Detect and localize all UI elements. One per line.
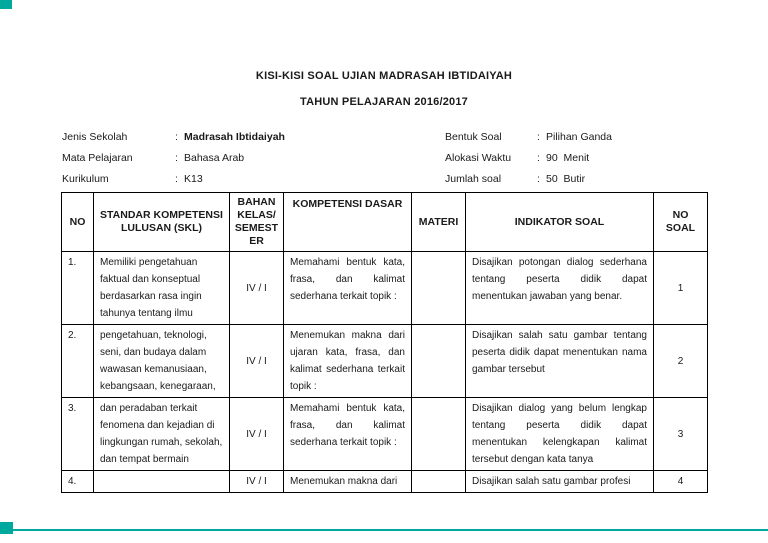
- cell-skl: dan peradaban terkait fenomena dan kejadian di lingkungan rumah, sekolah, dan tempat bermain: [94, 398, 230, 471]
- header-no: NO: [62, 193, 94, 252]
- header-materi: MATERI: [412, 193, 466, 252]
- table-row: [62, 252, 708, 325]
- cell-skl: [94, 471, 230, 493]
- meta-value: Madrasah Ibtidaiyah: [184, 131, 285, 143]
- meta-colon: :: [537, 152, 540, 164]
- meta-left-column: [62, 127, 285, 190]
- table-row: [62, 325, 708, 398]
- header-kompetensi-dasar: KOMPETENSI DASAR: [284, 193, 412, 252]
- cell-no: 4.: [62, 471, 94, 493]
- cell-bahan: IV / I: [230, 252, 284, 325]
- header-indikator-soal: INDIKATOR SOAL: [466, 193, 654, 252]
- cell-no-soal: 1: [654, 252, 708, 325]
- table-header-row: [62, 193, 708, 252]
- meta-colon: :: [175, 131, 178, 143]
- cell-materi: [412, 252, 466, 325]
- meta-value: Bahasa Arab: [184, 152, 245, 164]
- page-bottom-accent-line: [0, 529, 768, 531]
- cell-bahan: IV / I: [230, 325, 284, 398]
- meta-value: K13: [184, 173, 203, 185]
- page-bottom-accent-square: [0, 522, 13, 534]
- cell-no: 2.: [62, 325, 94, 398]
- cell-bahan: IV / I: [230, 471, 284, 493]
- table-row: [62, 471, 708, 493]
- meta-value: 50 Butir: [546, 173, 586, 185]
- cell-kompetensi-dasar: Menemukan makna dari ujaran kata, frasa, dan kalimat sederhana terkait topik :: [284, 325, 412, 398]
- cell-materi: [412, 398, 466, 471]
- meta-label: Jumlah soal: [445, 173, 502, 185]
- meta-colon: :: [175, 173, 178, 185]
- cell-skl: pengetahuan, teknologi, seni, dan budaya dalam wawasan kemanusiaan, kebangsaan, kenegaraan,: [94, 325, 230, 398]
- cell-no: 1.: [62, 252, 94, 325]
- meta-kurikulum: [62, 169, 285, 190]
- meta-label: Bentuk Soal: [445, 131, 502, 143]
- document-title: KISI-KISI SOAL UJIAN MADRASAH IBTIDAIYAH: [255, 70, 513, 82]
- cell-indikator: Disajikan potongan dialog sederhana tentang peserta didik dapat menentukan jawaban yang benar.: [466, 252, 654, 325]
- meta-value: 90 Menit: [546, 152, 590, 164]
- page-top-accent-square: [0, 0, 12, 9]
- cell-indikator: Disajikan salah satu gambar tentang peserta didik dapat menentukan nama gambar tersebut: [466, 325, 654, 398]
- header-skl: STANDAR KOMPETENSI LULUSAN (SKL): [94, 193, 230, 252]
- cell-kompetensi-dasar: Memahami bentuk kata, frasa, dan kalimat sederhana terkait topik :: [284, 252, 412, 325]
- meta-label: Jenis Sekolah: [62, 131, 128, 143]
- meta-bentuk-soal: [445, 127, 612, 148]
- header-no-soal: NO SOAL: [654, 193, 708, 252]
- meta-colon: :: [175, 152, 178, 164]
- meta-jumlah-soal: [445, 169, 612, 190]
- cell-no-soal: 2: [654, 325, 708, 398]
- header-bahan-kelas: BAHAN KELAS/ SEMEST ER: [230, 193, 284, 252]
- cell-kompetensi-dasar: Menemukan makna dari: [284, 471, 412, 493]
- cell-no-soal: 3: [654, 398, 708, 471]
- cell-indikator: Disajikan dialog yang belum lengkap tentang peserta didik dapat menentukan kelengkapan kalimat tersebut dengan kata tanya: [466, 398, 654, 471]
- meta-colon: :: [537, 131, 540, 143]
- cell-indikator: Disajikan salah satu gambar profesi: [466, 471, 654, 493]
- cell-skl: Memiliki pengetahuan faktual dan konseptual berdasarkan rasa ingin tahunya tentang ilmu: [94, 252, 230, 325]
- kisi-kisi-table: [61, 192, 708, 493]
- cell-no: 3.: [62, 398, 94, 471]
- cell-bahan: IV / I: [230, 398, 284, 471]
- meta-alokasi-waktu: [445, 148, 612, 169]
- cell-kompetensi-dasar: Memahami bentuk kata, frasa, dan kalimat sederhana terkait topik :: [284, 398, 412, 471]
- cell-no-soal: 4: [654, 471, 708, 493]
- meta-label: Mata Pelajaran: [62, 152, 133, 164]
- meta-value: Pilihan Ganda: [546, 131, 612, 143]
- meta-label: Kurikulum: [62, 173, 109, 185]
- cell-materi: [412, 325, 466, 398]
- meta-right-column: [445, 127, 612, 190]
- meta-label: Alokasi Waktu: [445, 152, 512, 164]
- document-subtitle: TAHUN PELAJARAN 2016/2017: [299, 96, 469, 108]
- table-row: [62, 398, 708, 471]
- meta-mata-pelajaran: [62, 148, 285, 169]
- meta-jenis-sekolah: [62, 127, 285, 148]
- meta-colon: :: [537, 173, 540, 185]
- cell-materi: [412, 471, 466, 493]
